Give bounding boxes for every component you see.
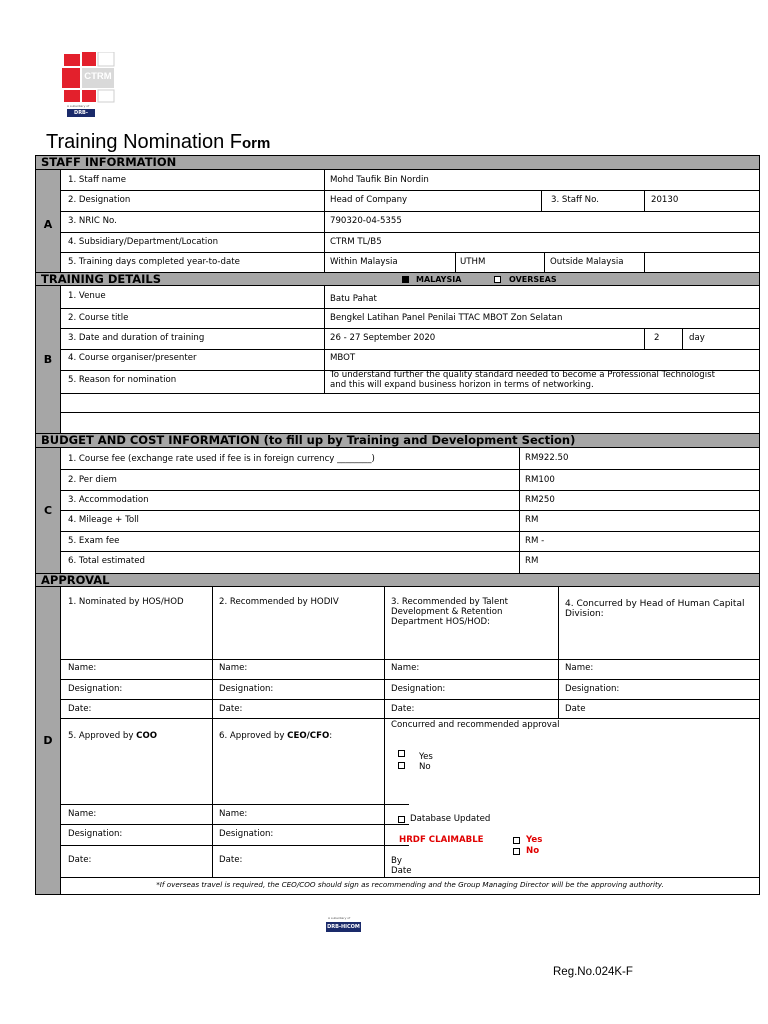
hrdf-claimable-label: HRDF CLAIMABLE (399, 835, 484, 845)
side-letter-c: C (36, 448, 61, 573)
section-approval-header: APPROVAL (36, 573, 759, 587)
page-title: Training Nomination Form (46, 131, 271, 153)
logo-text: CTRM (84, 71, 112, 82)
overseas-label: OVERSEAS (509, 275, 557, 284)
nomination-form (35, 155, 760, 895)
coo-date-label: Date: (68, 855, 92, 865)
date-duration-label: 3. Date and duration of training (68, 333, 205, 343)
hcd-date-label: Date (565, 704, 586, 714)
organiser-value[interactable]: MBOT (330, 353, 356, 363)
side-letter-b: B (36, 286, 61, 433)
reg-no: Reg.No.024K-F (553, 966, 633, 978)
concurred-by-hcd: 4. Concurred by Head of Human Capital Division: (565, 599, 745, 619)
hos-date-label: Date: (68, 704, 92, 714)
training-days-label: 5. Training days completed year-to-date (68, 257, 240, 267)
nominated-by-hos-hod: 1. Nominated by HOS/HOD (68, 597, 184, 607)
tdr-name-label: Name: (391, 663, 420, 673)
budget-exam-fee-value[interactable]: RM - (525, 536, 545, 546)
recommended-by-hodiv: 2. Recommended by HODIV (219, 597, 339, 607)
section-staff-header: STAFF INFORMATION (36, 156, 759, 170)
staff-name-label: 1. Staff name (68, 175, 127, 185)
budget-per-diem-label: 2. Per diem (68, 475, 117, 485)
hodiv-designation-label: Designation: (219, 684, 274, 694)
section-training-header: TRAINING DETAILS (36, 272, 759, 286)
final-date-label: Date (391, 866, 412, 876)
budget-accommodation-label: 3. Accommodation (68, 495, 149, 505)
ceo-name-label: Name: (219, 809, 248, 819)
approved-by-coo: 5. Approved by COO (68, 731, 158, 741)
side-letter-a: A (36, 170, 61, 279)
designation-value[interactable]: Head of Company (330, 195, 408, 205)
hodiv-name-label: Name: (219, 663, 248, 673)
budget-course-fee-label: 1. Course fee (exchange rate used if fee is in foreign currency ________) (68, 454, 375, 464)
hcd-designation-label: Designation: (565, 684, 620, 694)
outside-malaysia-label: Outside Malaysia (550, 257, 624, 267)
budget-exam-fee-label: 5. Exam fee (68, 536, 120, 546)
budget-accommodation-value[interactable]: RM250 (525, 495, 555, 505)
course-title-value[interactable]: Bengkel Latihan Panel Penilai TTAC MBOT Zon Selatan (330, 313, 563, 323)
budget-course-fee-value[interactable]: RM922.50 (525, 453, 569, 463)
approval-yes-checkbox[interactable] (398, 750, 405, 757)
hos-name-label: Name: (68, 663, 97, 673)
nric-value[interactable]: 790320-04-5355 (330, 216, 402, 226)
approval-yes-label: Yes (419, 752, 433, 762)
hcd-name-label: Name: (565, 663, 594, 673)
database-updated-checkbox[interactable] (398, 816, 405, 823)
logo-subsidiary: A subsidiary of (67, 104, 90, 108)
subsidiary-label: 4. Subsidiary/Department/Location (68, 237, 219, 247)
malaysia-checkbox[interactable] (402, 276, 409, 283)
staff-no-value[interactable]: 20130 (651, 195, 679, 205)
duration-value[interactable]: 2 (654, 333, 660, 343)
designation-label: 2. Designation (68, 195, 131, 205)
approval-no-label: No (419, 762, 431, 772)
venue-value[interactable]: Batu Pahat (330, 294, 377, 304)
hrdf-yes-label: Yes (526, 835, 543, 845)
staff-name-value[interactable]: Mohd Taufik Bin Nordin (330, 175, 429, 185)
coo-designation-label: Designation: (68, 829, 123, 839)
reason-label: 5. Reason for nomination (68, 375, 177, 385)
tdr-date-label: Date: (391, 704, 415, 714)
hodiv-date-label: Date: (219, 704, 243, 714)
staff-no-label: 3. Staff No. (551, 195, 599, 205)
organiser-label: 4. Course organiser/presenter (68, 353, 197, 363)
hrdf-yes-checkbox[interactable] (513, 837, 520, 844)
footer-drb-hicom-logo: DRB-HICOM (327, 924, 360, 930)
nric-label: 3. NRIC No. (68, 216, 117, 226)
ceo-designation-label: Designation: (219, 829, 274, 839)
malaysia-label: MALAYSIA (416, 275, 462, 284)
footnote: *If overseas travel is required, the CEO/COO should sign as recommending and the Group Managing Director will be the approving authority. (156, 880, 664, 889)
date-value[interactable]: 26 - 27 September 2020 (330, 333, 436, 343)
budget-total-label: 6. Total estimated (68, 556, 146, 566)
tdr-designation-label: Designation: (391, 684, 446, 694)
within-malaysia-value[interactable]: UTHM (460, 257, 486, 267)
side-letter-d: D (36, 587, 61, 894)
footer-logo-subsidiary: A subsidiary of (328, 916, 351, 920)
hos-designation-label: Designation: (68, 684, 123, 694)
duration-unit: day (689, 333, 705, 343)
approved-by-ceo-cfo: 6. Approved by CEO/CFO: (219, 731, 333, 741)
recommended-by-talent-dev: 3. Recommended by Talent Development & Retention Department HOS/HOD: (391, 597, 509, 627)
venue-label: 1. Venue (68, 291, 106, 301)
approval-no-checkbox[interactable] (398, 762, 405, 769)
budget-mileage-label: 4. Mileage + Toll (68, 515, 139, 525)
reason-value[interactable]: To understand further the quality standard needed to become a Professional Technologist and this will expand business horizon in terms of networking. (330, 370, 715, 390)
logo-parent: DRB-HICOM (67, 109, 95, 117)
hrdf-no-label: No (526, 846, 540, 856)
budget-total-value[interactable]: RM (525, 556, 539, 566)
ctrm-logo (62, 52, 116, 104)
concurred-recommended-label: Concurred and recommended approval (391, 720, 560, 730)
coo-name-label: Name: (68, 809, 97, 819)
course-title-label: 2. Course title (68, 313, 129, 323)
budget-per-diem-value[interactable]: RM100 (525, 475, 555, 485)
overseas-checkbox[interactable] (494, 276, 501, 283)
section-budget-header: BUDGET AND COST INFORMATION (to fill up by Training and Development Section) (36, 433, 759, 448)
within-malaysia-label: Within Malaysia (330, 257, 398, 267)
ceo-date-label: Date: (219, 855, 243, 865)
database-updated-label: Database Updated (410, 814, 491, 824)
budget-mileage-value[interactable]: RM (525, 515, 539, 525)
by-label: By (391, 856, 402, 866)
subsidiary-value[interactable]: CTRM TL/B5 (330, 237, 382, 247)
hrdf-no-checkbox[interactable] (513, 848, 520, 855)
